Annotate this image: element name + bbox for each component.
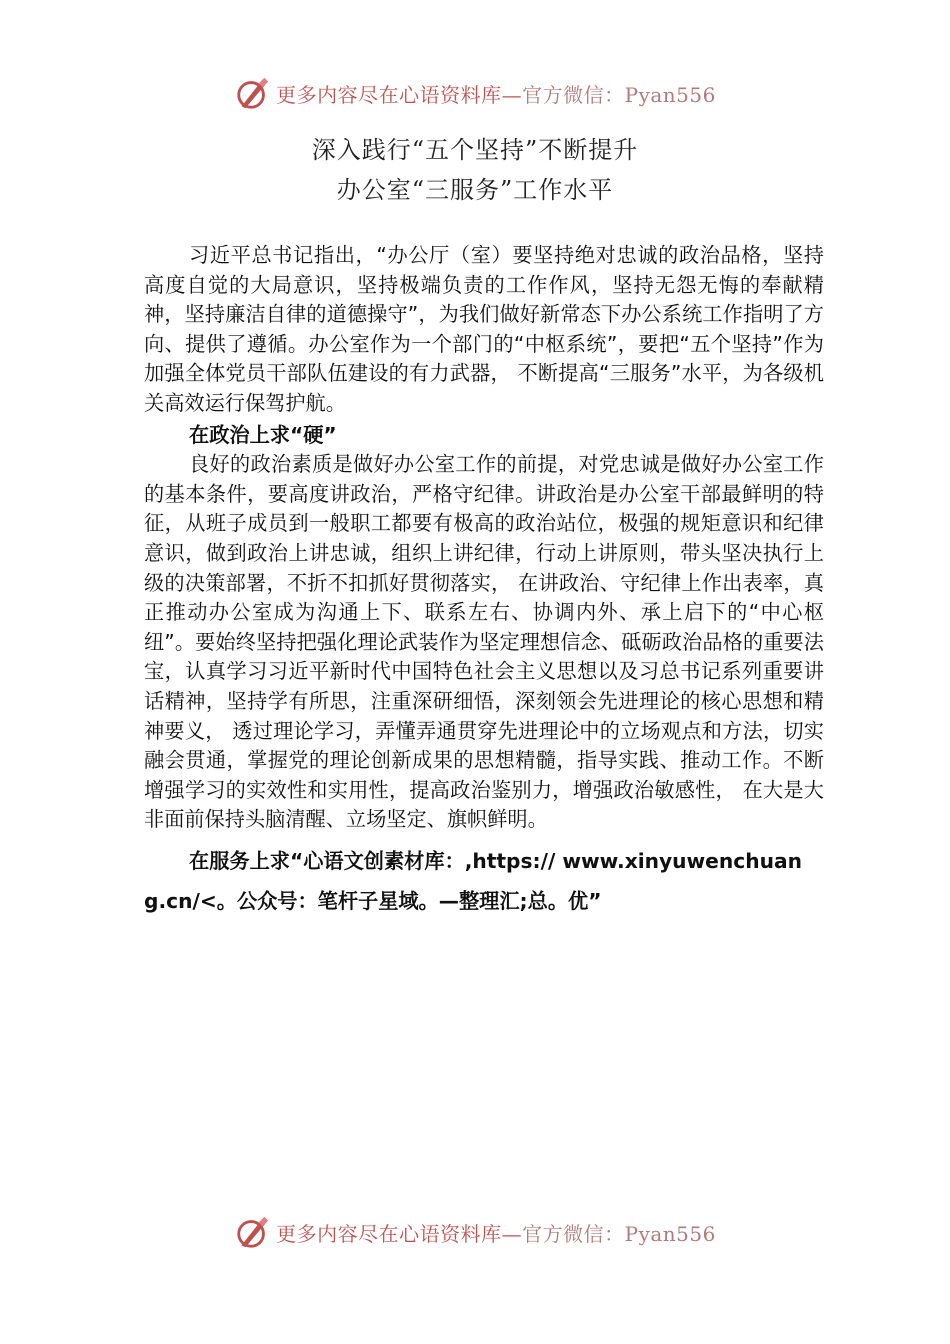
footer-watermark-banner	[0, 1212, 950, 1252]
quill-logo-icon	[234, 1213, 272, 1251]
banner-text: 更多内容尽在心语资料库—	[276, 82, 523, 107]
document-title-line2: 办公室“三服务”工作水平	[336, 176, 614, 204]
document-title-line1: 深入践行“五个坚持”不断提升	[311, 136, 639, 164]
quill-logo-icon	[234, 74, 272, 112]
intro-paragraph: 习近平总书记指出，“办公厅（室）要坚持绝对忠诚的政治品格，坚持高度自觉的大局意识，坚持极端负责的工作作风，坚持无怨无悔的奉献精神，坚持廉洁自律的道德操守”，为我们做好新常态下办公系统工作指明了方向、提供了遵循。办公室作为一个部门的“中枢系统”，要把“五个坚持”作为加强全体党员干部队伍建设的有力武器， 不断提高“三服务”水平，为各级机关高效运行保驾护航。	[144, 243, 824, 415]
header-watermark-banner	[0, 73, 950, 113]
banner-wechat: 官方微信：Pyan556	[522, 82, 716, 107]
section-heading-politics: 在政治上求“硬”	[189, 422, 337, 447]
banner-text: 更多内容尽在心语资料库—	[276, 1221, 523, 1246]
document-body	[144, 241, 824, 921]
politics-paragraph: 良好的政治素质是做好办公室工作的前提，对党忠诚是做好办公室工作的基本条件，要高度讲政治，严格守纪律。讲政治是办公室干部最鲜明的特征，从班子成员到一般职工都要有极高的政治站位，极强的规矩意识和纪律意识，做到政治上讲忠诚，组织上讲纪律，行动上讲原则，带头坚决执行上级的决策部署，不折不扣抓好贯彻落实， 在讲政治、守纪律上作出表率，真正推动办公室成为沟通上下、联系左右、协调内外、承上启下的“中心枢纽”。要始终坚持把强化理论武装作为坚定理想信念、砥砺政治品格的重要法宝，认真学习习近平新时代中国特色社会主义思想以及习总书记系列重要讲话精神，坚持学有所思，注重深研细悟，深刻领会先进理论的核心思想和精神要义， 透过理论学习，弄懂弄通贯穿先进理论中的立场观点和方法，切实融会贯通，掌握党的理论创新成果的思想精髓，指导实践、推动工作。不断增强学习的实效性和实用性，提高政治鉴别力，增强政治敏感性， 在大是大非面前保持头脑清醒、立场坚定、旗帜鲜明。	[144, 452, 824, 832]
service-heading-paragraph: 在服务上求“心语文创素材库：,https:// www.xinyuwenchuang.cn/<。公众号：笔杆子星域。—整理汇;总。优”	[144, 848, 802, 913]
banner-wechat: 官方微信：Pyan556	[522, 1221, 716, 1246]
